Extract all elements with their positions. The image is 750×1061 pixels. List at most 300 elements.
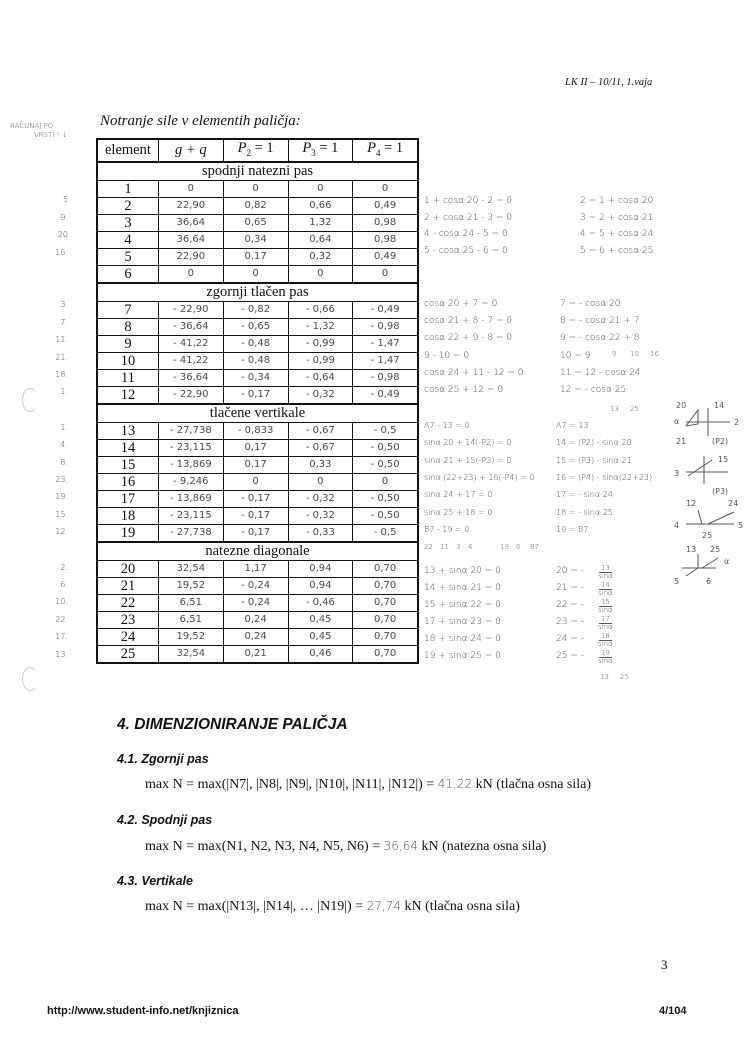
element-number: 1 — [97, 180, 158, 197]
value-p2: 0,17 — [223, 439, 288, 456]
value-p2: 0 — [223, 265, 288, 283]
value-p4: - 0,50 — [353, 507, 418, 524]
page-number: 3 — [661, 957, 668, 972]
equation-top-chord: cosα·25 + 12 = 0 — [424, 385, 504, 395]
equation-diagonal: 18 + sinα·24 = 0 — [424, 634, 501, 644]
value-p3: - 0,32 — [288, 386, 353, 404]
sketch-label: 21 — [676, 437, 687, 446]
sketch-label: 13 — [686, 545, 697, 554]
value-p4: 0,98 — [353, 214, 418, 231]
sketch-label: 4 — [674, 521, 680, 530]
handwritten-value: 36,64 — [383, 839, 418, 853]
equation-vertical: sinα·(22+23) + 16(-P4) = 0 — [424, 472, 535, 482]
table-caption: Notranje sile v elementih paličja: — [100, 113, 301, 129]
punch-hole-mark — [22, 667, 38, 691]
margin-note — [10, 122, 68, 140]
value-p4: - 1,47 — [353, 352, 418, 369]
value-gq: 6,51 — [158, 611, 223, 628]
solution-diagonal-denominator: sinα — [598, 606, 613, 614]
table-row — [97, 352, 418, 369]
value-p3: - 1,32 — [288, 318, 353, 335]
value-gq: 32,54 — [158, 645, 223, 663]
value-p4: 0,98 — [353, 231, 418, 248]
equation-top-chord: cosα·24 + 11 - 12 = 0 — [424, 367, 524, 378]
value-p3: 0,94 — [288, 560, 353, 577]
table-row — [97, 524, 418, 542]
col-header-p2: $\overline{P}_2 = 1$ — [223, 139, 288, 162]
solution-top-chord: 8 = - cosα·21 + 7 — [560, 316, 640, 327]
value-gq: 36,64 — [158, 214, 223, 231]
side-order-label: 8. — [60, 457, 68, 467]
side-order-label: 10. — [55, 597, 68, 607]
value-p3: 0 — [288, 265, 353, 283]
value-gq: 36,64 — [158, 231, 223, 248]
value-p3: - 0,33 — [288, 524, 353, 542]
value-gq: 0 — [158, 265, 223, 283]
value-p4: - 0,5 — [353, 422, 418, 439]
value-p3: 0 — [288, 180, 353, 197]
sketch-node-3 — [674, 499, 743, 540]
solution-diagonal-numerator: 19 — [600, 649, 610, 657]
group-title: natezne diagonale — [97, 542, 418, 561]
element-number: 21 — [97, 577, 158, 594]
value-p2: 0 — [223, 180, 288, 197]
side-order-label: 21. — [55, 352, 68, 362]
section-4-heading: 4. DIMENZIONIRANJE PALIČJA — [117, 716, 348, 733]
side-order-label: 13. — [55, 649, 68, 659]
side-order-label: 19. — [55, 492, 68, 502]
value-p2: 0,34 — [223, 231, 288, 248]
value-gq: - 13,869 — [158, 490, 223, 507]
equation-vertical: A7 - 13 = 0 — [424, 421, 470, 430]
sketch-node-2 — [674, 455, 728, 496]
solution-top-chord: 7 = - cosα·20 — [560, 299, 621, 309]
solution-diagonal-lhs: 22 = - — [556, 600, 584, 610]
value-gq: 19,52 — [158, 577, 223, 594]
table-row — [97, 645, 418, 663]
element-number: 23 — [97, 611, 158, 628]
sketch-label: 5 — [674, 577, 680, 586]
table-row — [97, 318, 418, 335]
element-number: 12 — [97, 386, 158, 404]
element-number: 4 — [97, 231, 158, 248]
side-order-label: 1. — [60, 422, 68, 432]
force-sketches — [672, 400, 750, 700]
equation-bottom-chord: 1 + cosα·20 - 2 = 0 — [424, 196, 513, 206]
solution-bottom-chord: 5 = 6 + cosα·25 — [580, 245, 654, 256]
sketch-label: 24 — [728, 499, 739, 508]
value-p3: 0,66 — [288, 197, 353, 214]
table-row — [97, 628, 418, 645]
value-p4: - 0,50 — [353, 456, 418, 473]
solution-bottom-chord: 3 = 2 + cosα·21 — [580, 212, 654, 223]
table-row — [97, 577, 418, 594]
solution-vertical: 19 = B7 — [556, 524, 589, 534]
element-number: 24 — [97, 628, 158, 645]
value-p3: 0,94 — [288, 577, 353, 594]
table-row — [97, 231, 418, 248]
value-p2: 1,17 — [223, 560, 288, 577]
value-p4: 0 — [353, 473, 418, 490]
equation-vertical: sinα·24 + 17 = 0 — [424, 490, 493, 500]
solution-top-chord: 12 = - cosα·25 — [560, 385, 627, 395]
value-p4: - 0,98 — [353, 369, 418, 386]
value-gq: - 13,869 — [158, 456, 223, 473]
table-row — [97, 473, 418, 490]
table-row — [97, 439, 418, 456]
sketch-label: α — [724, 557, 730, 566]
sketch-label: 14 — [714, 401, 725, 410]
value-p3: 0,32 — [288, 248, 353, 265]
solution-top-chord: 10 = 9 — [560, 350, 591, 361]
side-order-label: 6. — [60, 580, 68, 589]
table-row — [97, 369, 418, 386]
sketch-node-1 — [674, 401, 739, 446]
solution-diagonal-denominator: sinα — [598, 640, 613, 648]
margin-note-line1: RAČUNAJ PO — [10, 122, 54, 130]
sketch-label: 4 — [468, 543, 473, 551]
section-4-3-heading: 4.3. Vertikale — [117, 874, 193, 888]
solution-diagonal-lhs: 21 = - — [556, 583, 584, 593]
sketch-label: 9 — [612, 350, 617, 358]
equation-diagonal: 17 + sinα·23 = 0 — [424, 617, 501, 627]
value-p2: - 0,833 — [223, 422, 288, 439]
element-number: 17 — [97, 490, 158, 507]
element-number: 16 — [97, 473, 158, 490]
value-p4: - 0,50 — [353, 439, 418, 456]
value-gq: - 22,90 — [158, 386, 223, 404]
value-p4: 0,49 — [353, 248, 418, 265]
value-gq: - 41,22 — [158, 335, 223, 352]
equation-bottom-chord: 2 + cosα·21 - 3 = 0 — [424, 212, 513, 223]
value-p4: 0,49 — [353, 197, 418, 214]
value-gq: 22,90 — [158, 248, 223, 265]
equation-diagonal: 13 + sinα·20 = 0 — [424, 566, 501, 576]
sketch-label: 15 — [718, 455, 729, 464]
solution-diagonal-fraction — [598, 650, 613, 665]
sketch-label: α — [674, 417, 680, 426]
solution-diagonal-lhs: 20 = - — [556, 566, 584, 576]
element-number: 15 — [97, 456, 158, 473]
solution-diagonal-numerator: 15 — [600, 598, 610, 606]
solution-diagonal-fraction — [598, 599, 613, 614]
equation-vertical: sinα·21 + 15(-P3) = 0 — [424, 455, 512, 465]
sketch-label: 10 — [630, 350, 639, 358]
value-p3: - 0,66 — [288, 301, 353, 318]
sketch-label: 19 — [500, 543, 509, 551]
sketch-label: 13 — [610, 405, 619, 413]
section-4-1-heading: 4.1. Zgornji pas — [117, 752, 209, 766]
value-p3: - 0,67 — [288, 439, 353, 456]
group-title: spodnji natezni pas — [97, 162, 418, 181]
value-p2: - 0,48 — [223, 352, 288, 369]
value-p3: - 0,32 — [288, 507, 353, 524]
solution-diagonal-fraction — [598, 633, 613, 648]
solution-vertical: 15 = (P3) - sinα·21 — [556, 455, 632, 465]
side-order-label: 20 — [57, 230, 68, 240]
sketch-label: 25 — [710, 545, 721, 554]
element-number: 6 — [97, 265, 158, 283]
formula-verticals: max N = max(|N13|, |N14|, … |N19|) = 27,74 kN (tlačna osna sila) — [145, 899, 520, 914]
sketch-label: 11 — [440, 543, 449, 551]
group-title: tlačene vertikale — [97, 404, 418, 423]
sketch-label: 25 — [620, 673, 629, 681]
solution-top-chord: 9 = - cosα·22 + 8 — [560, 333, 640, 344]
value-p2: 0,21 — [223, 645, 288, 663]
value-gq: 6,51 — [158, 594, 223, 611]
value-p2: 0,24 — [223, 611, 288, 628]
value-p4: 0,70 — [353, 611, 418, 628]
value-p2: - 0,24 — [223, 594, 288, 611]
sketch-label: (P2) — [712, 437, 729, 446]
value-gq: 19,52 — [158, 628, 223, 645]
value-p2: - 0,17 — [223, 507, 288, 524]
group-title: zgornji tlačen pas — [97, 283, 418, 302]
solution-bottom-chord: 2 = 1 + cosα·20 — [580, 196, 654, 206]
value-gq: - 27,738 — [158, 524, 223, 542]
group-header-row — [97, 404, 418, 423]
solution-vertical: 16 = (P4) - sinα(22+23) — [556, 472, 653, 482]
value-p4: 0,70 — [353, 628, 418, 645]
sketch-label: 22 — [424, 543, 433, 551]
punch-hole-mark — [22, 388, 38, 412]
side-order-label: 12. — [55, 527, 68, 537]
element-number: 7 — [97, 301, 158, 318]
margin-note-line2: VRSTI ! ↓ — [34, 131, 68, 139]
value-p2: - 0,17 — [223, 386, 288, 404]
value-p4: 0 — [353, 265, 418, 283]
sketch-label: 13 — [600, 673, 609, 681]
table-row — [97, 594, 418, 611]
value-p2: 0,17 — [223, 248, 288, 265]
solution-diagonal-numerator: 13 — [600, 564, 610, 572]
value-p3: 0,45 — [288, 628, 353, 645]
value-p4: 0 — [353, 180, 418, 197]
element-number: 2 — [97, 197, 158, 214]
sketch-label: 6 — [516, 543, 521, 551]
sketch-label: 6 — [706, 577, 712, 586]
course-reference: LK II – 10/11, 1.vaja — [565, 77, 653, 88]
solution-diagonal-lhs: 24 = - — [556, 634, 584, 644]
col-header-element: element — [97, 139, 158, 162]
group-header-row — [97, 162, 418, 181]
value-p2: 0 — [223, 473, 288, 490]
table-row — [97, 611, 418, 628]
value-p4: - 1,47 — [353, 335, 418, 352]
table-row — [97, 301, 418, 318]
table-row — [97, 456, 418, 473]
internal-forces-table — [96, 138, 419, 664]
handwritten-value: 27,74 — [366, 899, 401, 913]
solution-bottom-chord: 4 = 5 + cosα·24 — [580, 229, 654, 239]
table-row — [97, 507, 418, 524]
table-row — [97, 265, 418, 283]
element-number: 3 — [97, 214, 158, 231]
solution-diagonal-fraction — [598, 582, 613, 597]
value-p2: 0,24 — [223, 628, 288, 645]
solution-top-chord: 11 = 12 - cosα·24 — [560, 367, 641, 378]
element-number: 20 — [97, 560, 158, 577]
value-p3: - 0,99 — [288, 335, 353, 352]
equation-vertical: B7 - 19 = 0 — [424, 524, 470, 534]
sketch-label: 3 — [456, 543, 461, 551]
value-p4: 0,70 — [353, 560, 418, 577]
element-number: 8 — [97, 318, 158, 335]
solution-vertical: 18 = - sinα·25 — [556, 507, 613, 517]
section-4-2-heading: 4.2. Spodnji pas — [117, 813, 213, 827]
value-p3: 0,64 — [288, 231, 353, 248]
equation-diagonal: 15 + sinα·22 = 0 — [424, 600, 501, 610]
element-number: 19 — [97, 524, 158, 542]
element-number: 13 — [97, 422, 158, 439]
value-p3: 0,46 — [288, 645, 353, 663]
equation-diagonal: 19 + sinα·25 = 0 — [424, 651, 501, 661]
value-p2: - 0,65 — [223, 318, 288, 335]
side-order-label: 2. — [60, 562, 68, 572]
solution-diagonal-fraction — [598, 565, 613, 580]
sketch-label: 5 — [738, 521, 744, 530]
value-gq: - 36,64 — [158, 369, 223, 386]
table-row — [97, 422, 418, 439]
element-number: 11 — [97, 369, 158, 386]
element-number: 25 — [97, 645, 158, 663]
value-p3: - 0,64 — [288, 369, 353, 386]
formula-bottom-chord: max N = max(N1, N2, N3, N4, N5, N6) = 36,64 kN (natezna osna sila) — [145, 839, 547, 854]
value-p3: 1,32 — [288, 214, 353, 231]
equation-top-chord: cosα·21 + 8 - 7 = 0 — [424, 316, 513, 327]
sketch-label: 20 — [676, 401, 687, 410]
value-p3: - 0,67 — [288, 422, 353, 439]
side-order-label: 4. — [60, 440, 68, 450]
side-order-label: 11. — [55, 335, 68, 345]
equation-vertical: sinα·20 + 14(-P2) = 0 — [424, 438, 512, 448]
side-order-label: 18. — [55, 370, 68, 379]
equation-bottom-chord: 4 - cosα 24 - 5 = 0 — [424, 229, 508, 239]
value-p4: 0,70 — [353, 594, 418, 611]
table-row — [97, 180, 418, 197]
value-p2: - 0,48 — [223, 335, 288, 352]
value-gq: - 9,246 — [158, 473, 223, 490]
value-gq: 22,90 — [158, 197, 223, 214]
side-order-label: 22. — [55, 614, 68, 624]
equation-diagonal: 14 + sinα 21 = 0 — [424, 583, 501, 593]
value-p2: - 0,82 — [223, 301, 288, 318]
solution-diagonal-lhs: 25 = - — [556, 651, 584, 661]
value-p2: - 0,17 — [223, 490, 288, 507]
table-row — [97, 197, 418, 214]
value-p3: 0,45 — [288, 611, 353, 628]
value-gq: - 23,115 — [158, 507, 223, 524]
solution-diagonal-denominator: sinα — [598, 572, 613, 580]
element-number: 18 — [97, 507, 158, 524]
sketch-label: 3 — [674, 469, 680, 478]
table-row — [97, 214, 418, 231]
value-p2: - 0,24 — [223, 577, 288, 594]
solution-vertical: 14 = (P2) - sinα·20 — [556, 438, 632, 448]
value-gq: - 22,90 — [158, 301, 223, 318]
value-gq: - 41,22 — [158, 352, 223, 369]
value-p4: - 0,49 — [353, 301, 418, 318]
value-p2: - 0,34 — [223, 369, 288, 386]
sketch-label: 25 — [630, 405, 639, 413]
sketch-label: 12 — [686, 499, 697, 508]
value-gq: 32,54 — [158, 560, 223, 577]
table-header-row — [97, 139, 418, 162]
value-gq: - 27,738 — [158, 422, 223, 439]
sketch-label: 16 — [650, 350, 659, 358]
group-header-row — [97, 542, 418, 561]
col-header-p3: $\overline{P}_3 = 1$ — [288, 139, 353, 162]
footer-url-link[interactable]: http://www.student-info.net/knjiznica — [47, 1005, 239, 1017]
value-gq: - 23,115 — [158, 439, 223, 456]
solution-diagonal-numerator: 18 — [600, 632, 610, 640]
col-header-p4: $\overline{P}_4 = 1$ — [353, 139, 418, 162]
value-p3: 0 — [288, 473, 353, 490]
value-p2: 0,65 — [223, 214, 288, 231]
table-row — [97, 248, 418, 265]
value-p2: 0,17 — [223, 456, 288, 473]
side-order-label: 16. — [55, 247, 68, 257]
value-p4: 0,70 — [353, 577, 418, 594]
solution-diagonal-denominator: sinα — [598, 623, 613, 631]
value-p4: 0,70 — [353, 645, 418, 663]
value-p4: - 0,98 — [353, 318, 418, 335]
sketch-label: B7 — [530, 543, 540, 551]
value-p2: 0,82 — [223, 197, 288, 214]
sketch-label: (P3) — [712, 487, 729, 496]
formula-top-chord: max N = max(|N7|, |N8|, |N9|, |N10|, |N11|, |N12|) = 41,22 kN (tlačna osna sila) — [145, 777, 592, 792]
solution-diagonal-numerator: 17 — [600, 615, 610, 623]
handwritten-value: 41,22 — [437, 777, 473, 791]
value-p2: - 0,17 — [223, 524, 288, 542]
value-p4: - 0,50 — [353, 490, 418, 507]
table-row — [97, 386, 418, 404]
side-order-label: 7. — [60, 317, 68, 327]
element-number: 14 — [97, 439, 158, 456]
value-p4: - 0,49 — [353, 386, 418, 404]
solution-diagonal-fraction — [598, 616, 613, 631]
footer-page-count: 4/104 — [659, 1005, 687, 1017]
equation-top-chord: cosα·22 + 9 - 8 = 0 — [424, 333, 513, 344]
solution-diagonal-lhs: 23 = - — [556, 617, 584, 627]
sketch-node-4 — [674, 545, 729, 586]
solution-vertical: A7 = 13 — [556, 421, 589, 430]
table-row — [97, 335, 418, 352]
value-p3: 0,33 — [288, 456, 353, 473]
solution-diagonal-numerator: 14 — [600, 581, 610, 589]
equation-top-chord: cosα·20 + 7 = 0 — [424, 299, 498, 309]
value-p3: - 0,46 — [288, 594, 353, 611]
element-number: 22 — [97, 594, 158, 611]
value-gq: 0 — [158, 180, 223, 197]
table-row — [97, 560, 418, 577]
side-order-label: 5 — [62, 195, 68, 205]
element-number: 9 — [97, 335, 158, 352]
equation-vertical: sinα·25 + 18 = 0 — [424, 507, 493, 517]
col-header-gq: g + q — [158, 139, 223, 162]
solution-diagonal-denominator: sinα — [598, 657, 613, 665]
side-order-label: 15. — [55, 509, 68, 519]
sketch-label: 2 — [734, 418, 740, 427]
side-order-label: 17. — [55, 632, 68, 642]
group-header-row — [97, 283, 418, 302]
value-p4: - 0,5 — [353, 524, 418, 542]
table-row — [97, 490, 418, 507]
solution-diagonal-denominator: sinα — [598, 589, 613, 597]
element-number: 5 — [97, 248, 158, 265]
equation-top-chord: 9 - 10 = 0 — [424, 350, 470, 361]
value-gq: - 36,64 — [158, 318, 223, 335]
